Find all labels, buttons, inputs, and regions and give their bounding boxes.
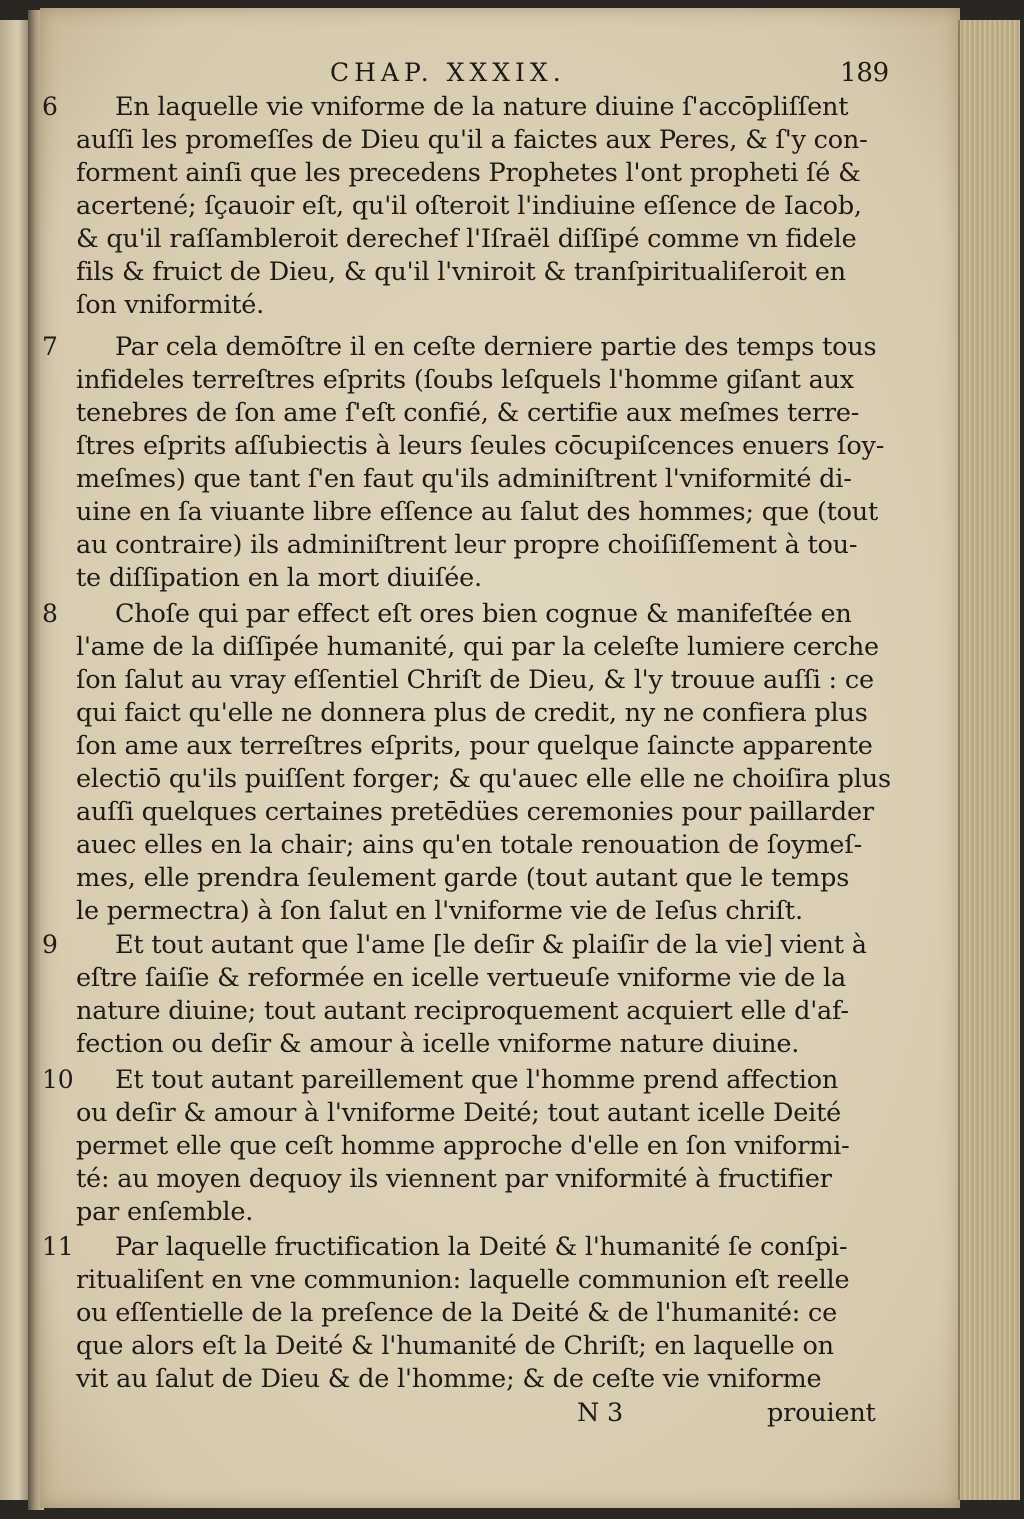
text-line (40, 830, 960, 863)
text-line (40, 1331, 960, 1364)
line-text: ou eſſentielle de la preſence de la Deité & de l'humanité: ce (76, 1298, 838, 1328)
text-line (40, 431, 960, 464)
text-line (40, 665, 960, 698)
text-line (40, 125, 960, 158)
text-line (40, 1364, 960, 1397)
line-text: auec elles en la chair; ains qu'en totale renouation de ſoymeſ- (76, 830, 862, 860)
line-text: ſtres eſprits aſſubiectis à leurs ſeules cōcupiſcences enuers ſoy- (76, 431, 885, 461)
text-line (40, 1029, 960, 1062)
text-line (40, 1265, 960, 1298)
line-text: nature diuine; tout autant reciproquement acquiert elle d'af- (76, 996, 849, 1026)
line-text: Choſe qui par effect eſt ores bien cognue & manifeſtée en (115, 599, 852, 629)
running-head (40, 58, 960, 92)
line-text: qui faict qu'elle ne donnera plus de credit, ny ne confiera plus (76, 698, 868, 728)
line-text: Par cela demōſtre il en ceſte derniere partie des temps tous (115, 332, 877, 362)
line-text: En laquelle vie vniforme de la nature diuine ſ'accōpliſſent (115, 92, 849, 122)
page-stack-edge (958, 20, 1020, 1500)
text-line (40, 92, 960, 125)
line-text: uine en ſa viuante libre eſſence au ſalut des hommes; que (tout (76, 497, 879, 527)
text-line (40, 930, 960, 963)
text-line (40, 698, 960, 731)
paragraph-number: 11 (42, 1232, 74, 1261)
text-line (40, 1298, 960, 1331)
text-line (40, 764, 960, 797)
line-text: par enſemble. (76, 1197, 254, 1227)
line-text: permet elle que ceſt homme approche d'elle en ſon vniformi- (76, 1131, 850, 1161)
catchword: prouient (767, 1398, 876, 1428)
text-line (40, 224, 960, 257)
text-line (40, 1164, 960, 1197)
signature-mark: N 3 (577, 1398, 624, 1428)
line-text: electiō qu'ils puiſſent forger; & qu'auec elle elle ne choiſira plus (76, 764, 891, 794)
page-number: 189 (840, 58, 890, 88)
text-line (40, 398, 960, 431)
line-text: vit au ſalut de Dieu & de l'homme; & de ceſte vie vniforme (76, 1364, 822, 1394)
text-line (40, 158, 960, 191)
text-line (40, 530, 960, 563)
line-text: té: au moyen dequoy ils viennent par vniformité à fructifier (76, 1164, 832, 1194)
paragraph-number: 9 (42, 930, 58, 959)
line-text: & qu'il raſſambleroit derechef l'Iſraël diſſipé comme vn fidele (76, 224, 857, 254)
line-text: Et tout autant que l'ame [le deſir & plaiſir de la vie] vient à (115, 930, 867, 960)
line-text: ou deſir & amour à l'vniforme Deité; tout autant icelle Deité (76, 1098, 842, 1128)
line-text: fils & fruict de Dieu, & qu'il l'vniroit & tranſpiritualiſeroit en (76, 257, 846, 287)
line-text: Par laquelle fructification la Deité & l'humanité ſe conſpi- (115, 1232, 848, 1262)
line-text: forment ainſi que les precedens Prophetes l'ont propheti ſé & (76, 158, 861, 188)
text-line (40, 731, 960, 764)
text-line (40, 191, 960, 224)
text-line (40, 1197, 960, 1230)
line-text: fection ou deſir & amour à icelle vniforme nature diuine. (76, 1029, 800, 1059)
line-text: ritualiſent en vne communion: laquelle communion eſt reelle (76, 1265, 850, 1295)
text-line (40, 290, 960, 323)
line-text: meſmes) que tant ſ'en faut qu'ils adminiſtrent l'vniformité di- (76, 464, 852, 494)
page-footer (40, 1398, 960, 1432)
text-line (40, 996, 960, 1029)
text-line (40, 863, 960, 896)
text-line (40, 963, 960, 996)
text-line (40, 257, 960, 290)
line-text: Et tout autant pareillement que l'homme prend affection (115, 1065, 839, 1095)
text-line (40, 1131, 960, 1164)
previous-page-edge (0, 20, 30, 1500)
text-line (40, 563, 960, 596)
line-text: ſon vniformité. (76, 290, 265, 320)
chapter-title: CHAP. XXXIX. (330, 58, 566, 87)
text-line (40, 365, 960, 398)
line-text: ſon ſalut au vray eſſentiel Chriſt de Dieu, & l'y trouue auſſi : ce (76, 665, 874, 695)
line-text: eſtre ſaiſie & reformée en icelle vertueuſe vniforme vie de la (76, 963, 847, 993)
line-text: que alors eſt la Deité & l'humanité de Chriſt; en laquelle on (76, 1331, 834, 1361)
line-text: infideles terreſtres eſprits (ſoubs leſquels l'homme giſant aux (76, 365, 854, 395)
line-text: l'ame de la diſſipée humanité, qui par la celeſte lumiere cerche (76, 632, 879, 662)
text-line (40, 632, 960, 665)
paragraph-number: 10 (42, 1065, 74, 1094)
paragraph-number: 7 (42, 332, 58, 361)
text-line (40, 599, 960, 632)
line-text: ſon ame aux terreſtres eſprits, pour quelque ſaincte apparente (76, 731, 873, 761)
line-text: mes, elle prendra ſeulement garde (tout autant que le temps (76, 863, 850, 893)
paragraph-number: 8 (42, 599, 58, 628)
line-text: tenebres de ſon ame ſ'eſt confié, & certifie aux meſmes terre- (76, 398, 860, 428)
line-text: au contraire) ils adminiſtrent leur propre choiſiſſement à tou- (76, 530, 858, 560)
text-line (40, 1065, 960, 1098)
line-text: auſſi quelques certaines pretēdües ceremonies pour paillarder (76, 797, 874, 827)
text-line (40, 497, 960, 530)
text-line (40, 464, 960, 497)
line-text: auſſi les promeſſes de Dieu qu'il a faictes aux Peres, & ſ'y con- (76, 125, 868, 155)
paragraph-number: 6 (42, 92, 58, 121)
text-line (40, 797, 960, 830)
line-text: le permectra) à ſon ſalut en l'vniforme vie de Ieſus chriſt. (76, 896, 803, 926)
text-line (40, 1098, 960, 1131)
line-text: acertené; ſçauoir eſt, qu'il oſteroit l'indiuine eſſence de Iacob, (76, 191, 862, 221)
line-text: te diſſipation en la mort diuiſée. (76, 563, 482, 593)
text-line (40, 332, 960, 365)
text-line (40, 1232, 960, 1265)
text-line (40, 896, 960, 929)
